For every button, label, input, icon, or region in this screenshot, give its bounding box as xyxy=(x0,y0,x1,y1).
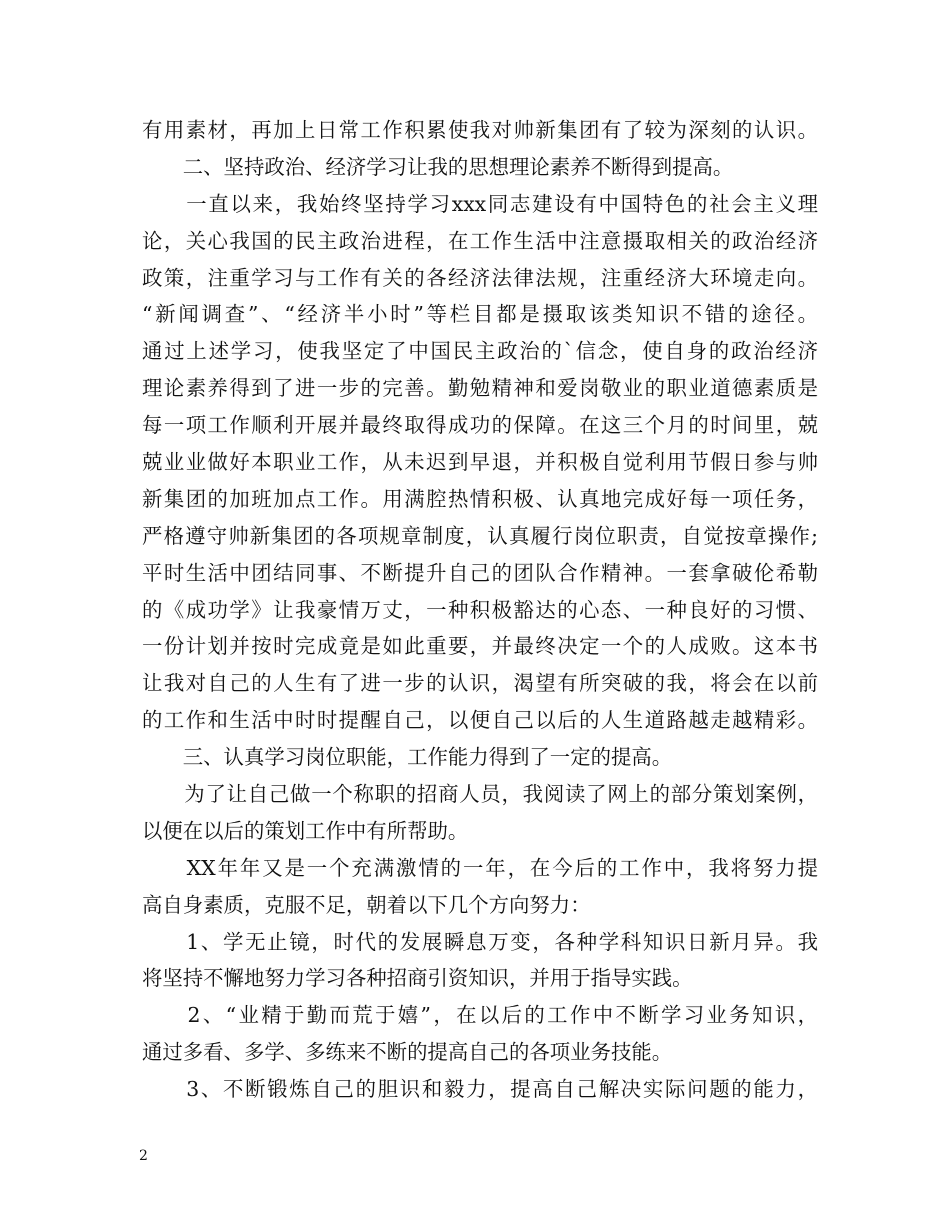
section-heading: 三、认真学习岗位职能，工作能力得到了一定的提高。 xyxy=(142,745,673,770)
text-line: 有用素材，再加上日常工作积累使我对帅新集团有了较为深刻的认识。 xyxy=(142,118,818,142)
text-line: “新闻调查”、“经济半小时”等栏目都是摄取该类知识不错的途径。 xyxy=(142,302,818,327)
text-line: 新集团的加班加点工作。用满腔热情积极、认真地完成好每一项任务， xyxy=(142,486,818,511)
text-line: 平时生活中团结同事、不断提升自己的团队合作精神。一套拿破伦希勒 xyxy=(142,560,818,585)
text-line: 政策，注重学习与工作有关的各经济法律法规，注重经济大环境走向。 xyxy=(142,265,818,290)
text-line: 论，关心我国的民主政治进程，在工作生活中注意摄取相关的政治经济 xyxy=(142,228,818,253)
text-line: XX年年又是一个充满激情的一年，在今后的工作中，我将努力提 xyxy=(142,855,818,880)
text-line: 的《成功学》让我豪情万丈，一种积极豁达的心态、一种良好的习惯、 xyxy=(142,597,818,622)
text-line: 通过上述学习，使我坚定了中国民主政治的`信念，使自身的政治经济 xyxy=(142,339,818,364)
text-line: 让我对自己的人生有了进一步的认识，渴望有所突破的我，将会在以前 xyxy=(142,671,818,696)
text-line: 1、学无止镜，时代的发展瞬息万变，各种学科知识日新月异。我 xyxy=(142,929,818,954)
text-line: 通过多看、多学、多练来不断的提高自己的各项业务技能。 xyxy=(142,1040,673,1065)
section-heading: 二、坚持政治、经济学习让我的思想理论素养不断得到提高。 xyxy=(142,154,734,179)
page-number: 2 xyxy=(139,1148,148,1164)
text-line: 兢业业做好本职业工作，从未迟到早退，并积极自觉利用节假日参与帅 xyxy=(142,450,818,475)
text-line: 严格遵守帅新集团的各项规章制度，认真履行岗位职责，自觉按章操作; xyxy=(142,523,818,548)
text-line: 以便在以后的策划工作中有所帮助。 xyxy=(142,818,469,843)
text-line: 每一项工作顺利开展并最终取得成功的保障。在这三个月的时间里，兢 xyxy=(142,413,818,438)
text-line: 理论素养得到了进一步的完善。勤勉精神和爱岗敬业的职业道德素质是 xyxy=(142,376,818,401)
text-line: 高自身素质，克服不足，朝着以下几个方向努力： xyxy=(142,892,591,917)
text-line: 的工作和生活中时时提醒自己，以便自己以后的人生道路越走越精彩。 xyxy=(142,708,818,733)
text-line: 为了让自己做一个称职的招商人员，我阅读了网上的部分策划案例， xyxy=(142,782,818,807)
text-line: 将坚持不懈地努力学习各种招商引资知识，并用于指导实践。 xyxy=(142,966,693,991)
text-line: 2、“业精于勤而荒于嬉”，在以后的工作中不断学习业务知识， xyxy=(142,1003,818,1028)
text-line: 一直以来，我始终坚持学习xxx同志建设有中国特色的社会主义理 xyxy=(142,191,818,216)
document-body xyxy=(142,112,818,1108)
text-line: 3、不断锻炼自己的胆识和毅力，提高自己解决实际问题的能力， xyxy=(142,1077,818,1102)
text-line: 一份计划并按时完成竟是如此重要，并最终决定一个的人成败。这本书 xyxy=(142,634,818,659)
